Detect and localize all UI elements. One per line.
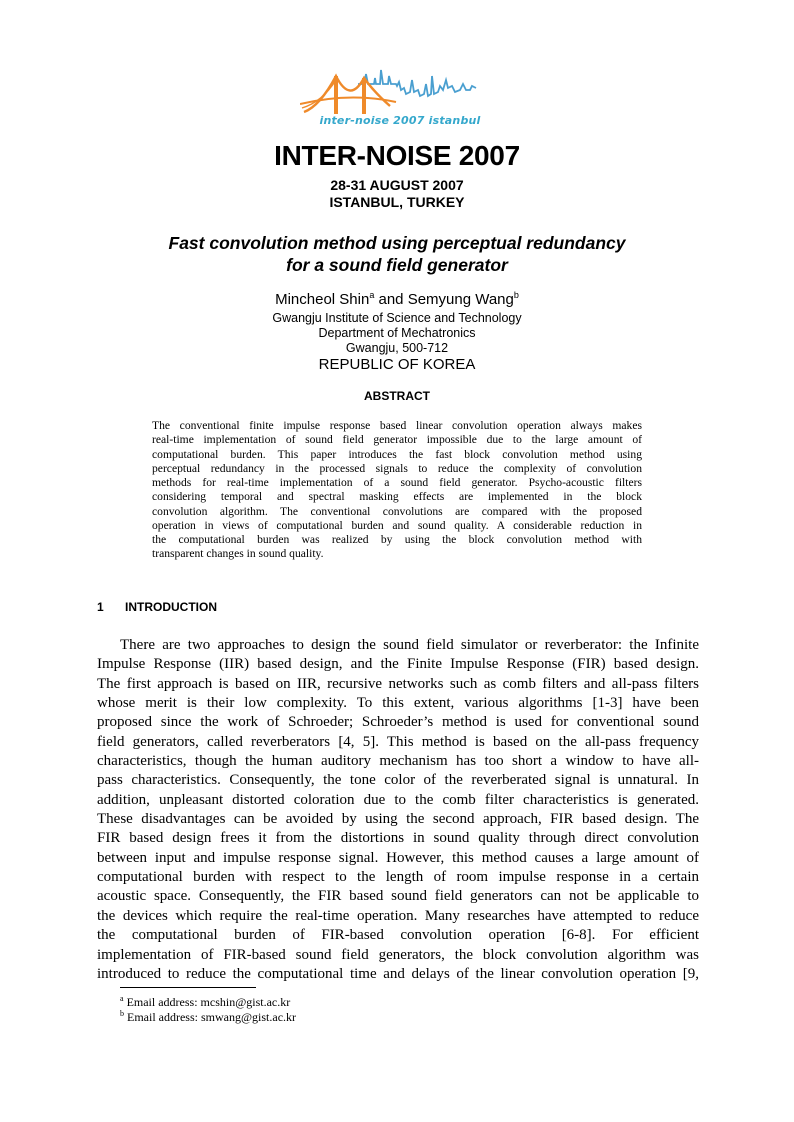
footnote [120,1010,296,1025]
body-line: computational burden with respect to the length of room impulse response in a certain [97,869,699,886]
conference-location: ISTANBUL, TURKEY [329,194,465,210]
footnote-text: Email address: mcshin@gist.ac.kr [126,995,291,1009]
conference-title: INTER-NOISE 2007 [274,140,520,171]
body-line: the devices which require the real-time operation. Many researches have attempted to reduce [97,907,699,924]
footnote [120,995,290,1010]
abstract-line: real-time implementation of sound field generator impossible due to the large amount of [152,433,642,447]
abstract-line: the computational burden was realized by using the block convolution method with [152,533,642,546]
conference-dates: 28-31 AUGUST 2007 [330,177,464,193]
body-line: field generators, called reverberators [4, 5]. This method is based on the all-pass frequency [97,733,699,750]
body-line: whose merit is their low complexity. To this extent, various algorithms [1-3] have been [97,695,699,712]
affiliation-country: REPUBLIC OF KOREA [318,356,476,373]
body-line: These disadvantages can be avoided by using the second approach, FIR based design. The [97,811,699,828]
footnote-mark: b [120,1009,124,1018]
section-heading [97,600,217,614]
body-line: pass characteristics. Consequently, the tone color of the reverberated signal is unnatural. In [97,772,699,789]
author-name: Mincheol Shin [275,291,370,308]
bridge-cable-main [304,76,390,112]
author-line [0,291,794,308]
body-line: FIR based design frees it from the distortions in sound quality through direct convolution [97,830,699,847]
abstract-line: computational burden. This paper introduces the fast block convolution method using [152,447,642,461]
body-line: characteristics, though the human auditory mechanism has too short a window to have all- [97,753,699,770]
affiliation-institute: Gwangju Institute of Science and Technology [272,311,522,325]
author-footnote-mark: b [513,290,519,300]
abstract-line: operation in views of computational burden and sound quality. A considerable reduction in [152,518,642,532]
footnote-text: Email address: smwang@gist.ac.kr [127,1010,297,1024]
affiliation-department: Department of Mechatronics [318,326,476,340]
footnote-mark: a [120,994,124,1003]
author-conjunction: and [378,291,404,308]
abstract-line: considering temporal and spectral masking effects are implemented in the block [152,490,642,504]
abstract-body [152,419,642,562]
footnote-divider [120,987,256,988]
abstract-heading: ABSTRACT [364,389,430,403]
body-line: introduced to reduce the computational time and delays of the linear convolution operation [9, [97,965,699,982]
section-number: 1 [97,600,104,614]
introduction-body [97,636,699,984]
bridge-skyline-logo-icon [300,62,500,117]
affiliation-city: Gwangju, 500-712 [345,341,449,355]
abstract-line: perceptual redundancy in the processed signals to reduce the complexity of convolution [152,461,642,475]
conference-logo [300,62,500,134]
paper-title-line: for a sound field generator [286,255,508,275]
abstract-line: The conventional finite impulse response based linear convolution operation always makes [152,419,642,432]
body-line: between input and impulse response signal. However, this method causes a large amount of [97,849,699,866]
logo-caption: inter-noise 2007 istanbul [319,114,481,127]
paper-title-line: Fast convolution method using perceptual redundancy [168,233,626,253]
author-footnote-mark: a [369,290,375,300]
author-name: Semyung Wang [407,291,514,308]
body-line: addition, unpleasant distorted coloration due to the comb filter characteristics is generated. [97,791,699,808]
body-line: acoustic space. Consequently, the FIR based sound field generators can not be applicable to [97,888,699,905]
section-title: INTRODUCTION [125,600,217,614]
body-line: implementation of FIR-based sound field generators, the block convolution algorithm was [97,946,699,963]
body-line: The first approach is based on IIR, recursive networks such as comb filters and all-pass filters [97,675,699,692]
body-line: proposed since the work of Schroeder; Schroeder’s method is used for conventional sound [97,714,699,731]
abstract-line: methods for real-time implementation of a sound field generator. Psycho-acoustic filters [152,476,642,489]
bridge-tower-right [362,78,366,114]
body-line: Impulse Response (IIR) based design, and the Finite Impulse Response (FIR) based design. [97,656,699,673]
abstract-line: transparent changes in sound quality. [152,547,324,561]
body-line: There are two approaches to design the sound field simulator or reverberator: the Infinite [120,637,699,653]
paper-title [0,232,794,276]
abstract-line: convolution algorithm. The conventional convolutions are compared with the proposed [152,504,642,518]
body-line: the computational burden of FIR-based convolution operation [6-8]. For efficient [97,927,699,944]
